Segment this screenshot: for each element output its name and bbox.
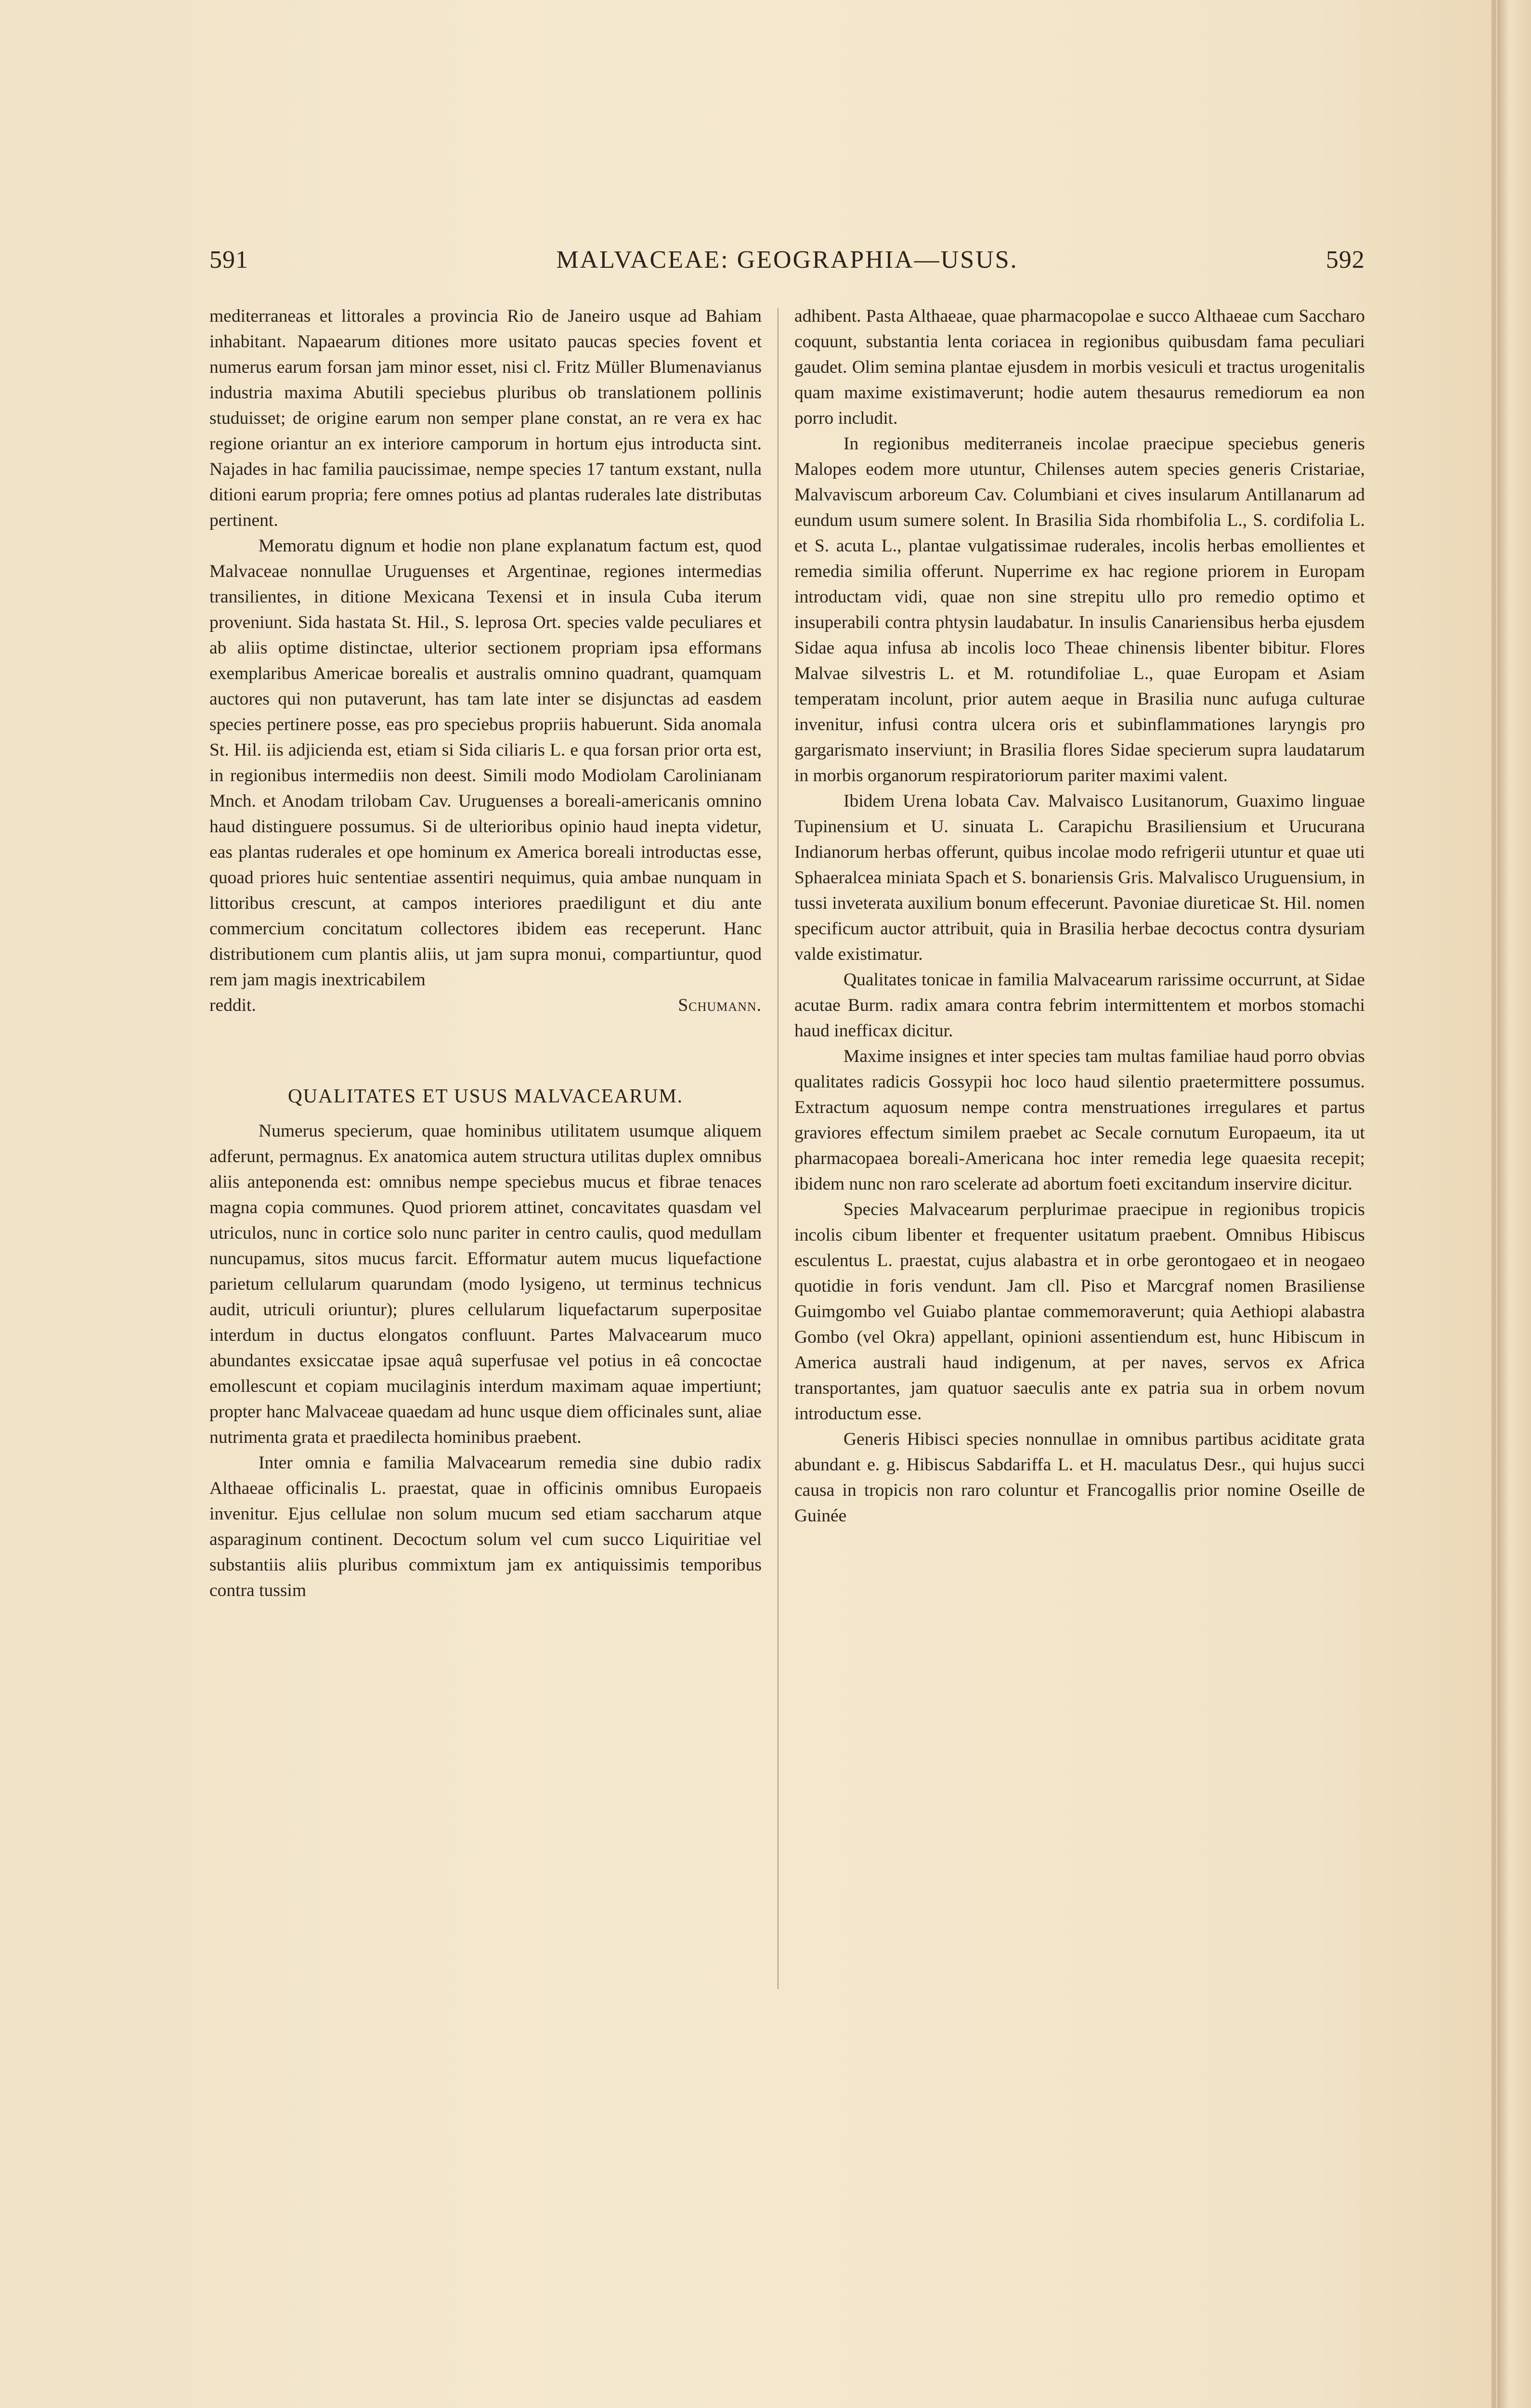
author-signature: Schumann.: [678, 995, 762, 1015]
signature-line: [209, 993, 762, 1018]
paragraph: In regionibus mediterraneis incolae praecipue speciebus generis Malopes eodem more utuntur, Chilenses autem species generis Cristariae, Malvaviscum arboreum Cav. Columbiani et cives insularum Antillanarum ad eundum usum sumere solent. In Brasilia Sida rhombifolia L., S. cordifolia L. et S. acuta L., plantae vulgatissimae ruderales, incolis herbas emollientes et remedia similia offerunt. Nuperrime ex hac regione priorem in Europam introductam vidi, quae non sine strepitu ullo pro remedio optimo et insuperabili contra phtysin laudabatur. In insulis Canariensibus herba ejusdem Sidae aqua infusa ab incolis loco Theae chinensis libenter bibitur. Flores Malvae silvestris L. et M. rotundifoliae L., quae Europam et Asiam temperatam incolunt, prior autem aeque in Brasilia nunc aufuga culturae invenitur, infusi contra ulcera oris et subinflammationes laryngis pro gargarismato inserviunt; in Brasilia flores Sidae specierum supra laudatarum in morbis organorum respiratoriorum pariter maximi valent.: [794, 434, 1365, 785]
left-column: [209, 303, 762, 1603]
page-gutter: [1492, 0, 1496, 2408]
paragraph: Ibidem Urena lobata Cav. Malvaisco Lusitanorum, Guaximo linguae Tupinensium et U. sinuata L. Carapichu Brasiliensium et Urucurana Indianorum herbas offerunt, quibus incolae modo refrigerii utuntur et quae uti Sphaeralcea miniata Spach et S. bonariensis Gris. Malvalisco Uruguensium, in tussi inveterata auxilium bonum effecerunt. Pavoniae diureticae St. Hil. nomen specificum auctor attribuit, quia in Brasilia herbae decoctus contra dysuriam valde existimatur.: [794, 791, 1365, 964]
paragraph: adhibent. Pasta Althaeae, quae pharmacopolae e succo Althaeae cum Saccharo coquunt, substantia lenta coriacea in regionibus quibusdam fama peculiari gaudet. Olim semina plantae ejusdem in morbis vesiculi et tractus urogenitalis quam maxime existimaverunt; hodie autem thesaurus remediorum ea non porro includit.: [794, 306, 1365, 428]
right-column: [794, 303, 1365, 1529]
paragraph: Species Malvacearum perplurimae praecipue in regionibus tropicis incolis cibum libenter et frequenter usitatum praebent. Omnibus Hibiscus esculentus L. praestat, cujus alabastra et in orbe gerontogaeo et in neogaeo quotidie in foris vendunt. Jam cll. Piso et Marcgraf nomen Brasiliense Guimgombo vel Guiabo plantae commemoraverunt; quia Aethiopi alabastra Gombo (vel Okra) appellant, opinioni assentiendum est, hunc Hibiscum in America australi haud indigenum, at per naves, servos ex Africa transportantes, jam quatuor saeculis ante ex patria sua in orbem novum introductum esse.: [794, 1200, 1365, 1424]
page-edge: [1497, 0, 1531, 2408]
paragraph: Maxime insignes et inter species tam multas familiae haud porro obvias qualitates radicis Gossypii hoc loco haud silentio praetermittere possumus. Extractum aquosum nempe contra menstruationes irregulares et partus graviores effectum similem praebet ac Secale cornutum Europaeum, ita ut pharmacopaea boreali-Americana hoc inter remedia lege quaesita recepit; ibidem nunc non raro scelerate ad abortum foeti excitandum inservire dicitur.: [794, 1047, 1365, 1194]
right-page-number: 592: [1326, 246, 1365, 274]
paragraph: Numerus specierum, quae hominibus utilitatem usumque aliquem adferunt, permagnus. Ex anatomica autem structura utilitas duplex omnibus aliis anteponenda est: omnibus nempe speciebus mucus et fibrae tenaces magna copia communes. Quod priorem attinet, concavitates quasdam vel utriculos, nunc in cortice solo nunc pariter in centro caulis, quod medullam nuncupamus, sitos mucus farcit. Efformatur autem mucus liquefactione parietum cellularum quarundam (modo lysigeno, ut terminus technicus audit, utriculi oriuntur); plures cellularum liquefactarum superpositae interdum in ductus elongatos confluunt. Partes Malvacearum muco abundantes exsiccatae ipsae aquâ superfusae vel potius in eâ concoctae emollescunt et copiam mucilaginis interdum maximam aquae impertiunt; propter hanc Malvaceae quaedam ad hunc usque diem officinales sunt, aliae nutrimenta grata et praedilecta hominibus praebent.: [209, 1121, 762, 1447]
paragraph: Memoratu dignum et hodie non plane explanatum factum est, quod Malvaceae nonnullae Uruguenses et Argentinae, regiones intermedias transilientes, in ditione Mexicana Texensi et in insula Cuba iterum proveniunt. Sida hastata St. Hil., S. leprosa Ort. species valde peculiares et ab aliis optime distinctae, ulterior sectionem propriam ipsa efformans exemplaribus Americae borealis et australis omnino quadrant, quamquam auctores qui non putaverunt, has tam late inter se disjunctas ad easdem species pertinere posse, eas pro speciebus propriis habuerunt. Sida anomala St. Hil. iis adjicienda est, etiam si Sida ciliaris L. e qua forsan prior orta est, in regionibus intermediis non deest. Simili modo Modiolam Carolinianam Mnch. et Anodam trilobam Cav. Uruguenses a boreali-americanis omnino haud distinguere possumus. Si de ulterioribus opinio haud inepta videtur, eas plantas ruderales et ope hominum ex America boreali introductas esse, quoad priores huic sententiae assentiri nequimus, quia ambae nunquam in littoribus crescunt, at campos interiores praediligunt et diu ante commercium concitatum collectores ibidem eas receperunt. Hanc distributionem cum plantis aliis, ut jam supra monui, compartiuntur, quod rem jam magis inextricabilem: [209, 536, 762, 990]
paragraph: Inter omnia e familia Malvacearum remedia sine dubio radix Althaeae officinalis L. praestat, quae in officinis omnibus Europaeis invenitur. Ejus cellulae non solum mucum sed etiam saccharum atque asparaginum continent. Decoctum solum vel cum succo Liquiritiae vel substantiis aliis pluribus commixtum jam ex antiquissimis temporibus contra tussim: [209, 1453, 762, 1600]
paragraph: Generis Hibisci species nonnullae in omnibus partibus aciditate grata abundant e. g. Hibiscus Sabdariffa L. et H. maculatus Desr., qui hujus succi causa in tropicis non raro coluntur et Francogallis prior nomine Oseille de Guinée: [794, 1429, 1365, 1526]
section-heading: QUALITATES ET USUS MALVACEARUM.: [287, 1085, 684, 1107]
left-page-number: 591: [209, 246, 248, 274]
paragraph: mediterraneas et littorales a provincia Rio de Janeiro usque ad Bahiam inhabitant. Napaearum ditiones more usitato paucas species fovent et numerus earum forsan jam minor esset, nisi cl. Fritz Müller Blumenavianus industria maxima Abutili speciebus pluribus ob translationem pollinis studuisset; de origine earum non semper plane constat, an re vera ex hac regione oriantur an ex interiore camporum in hortum ejus introducta sint. Najades in hac familia paucissimae, nempe species 17 tantum exstant, nulla ditioni earum propria; fere omnes potius ad plantas ruderales late distributas pertinent.: [209, 306, 762, 530]
paragraph: Qualitates tonicae in familia Malvacearum rarissime occurrunt, at Sidae acutae Burm. radix amara contra febrim intermittentem et morbos stomachi haud inefficax dicitur.: [794, 970, 1365, 1041]
running-header: [209, 246, 1365, 279]
running-title: MALVACEAE: GEOGRAPHIA—USUS.: [556, 246, 1018, 274]
paragraph-end: reddit.: [209, 995, 256, 1015]
